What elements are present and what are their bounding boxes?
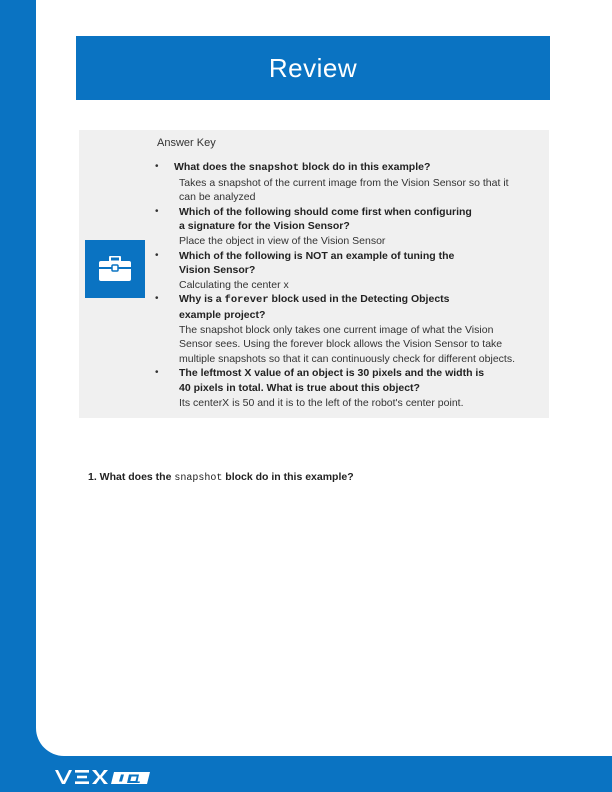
code-forever: forever: [224, 294, 269, 307]
question-part: What does the: [174, 161, 249, 173]
code-snapshot: snapshot: [248, 162, 300, 174]
vex-iq-logo-graphic: [54, 768, 154, 786]
answer-key-list: [150, 160, 540, 410]
question-text: Vision Sensor?: [179, 264, 256, 277]
question-text: a signature for the Vision Sensor?: [179, 220, 350, 233]
bullet-icon: •: [155, 205, 159, 217]
bullet-icon: •: [155, 293, 159, 305]
bullet-icon: •: [155, 367, 159, 379]
answer-text: Calculating the center x: [179, 278, 289, 291]
banner-title: Review: [268, 52, 358, 83]
answer-text: Takes a snapshot of the current image from the Vision Sensor so that it: [179, 176, 509, 189]
question-1-part: 1. What does the: [88, 471, 175, 483]
review-banner: [76, 36, 550, 100]
list-item: [150, 160, 540, 205]
list-item: [150, 366, 540, 410]
question-text: 40 pixels in total. What is true about this object?: [179, 381, 420, 394]
bullet-icon: •: [155, 249, 159, 261]
list-item: [150, 292, 540, 366]
list-item: [150, 249, 540, 293]
question-text: The leftmost X value of an object is 30 pixels and the width is: [179, 367, 485, 380]
question-part: block used in the Detecting Objects: [268, 293, 450, 306]
question-1-code: snapshot: [174, 473, 223, 484]
question-1-part: block do in this example?: [222, 471, 354, 483]
question-part: block do in this example?: [299, 161, 431, 173]
question-part: Why is a: [179, 293, 225, 306]
toolbox-icon: [85, 240, 145, 298]
answer-text: Sensor sees. Using the forever block allows the Vision Sensor to take: [179, 338, 503, 351]
answer-key-heading: Answer Key: [157, 137, 216, 149]
toolbox-icon-graphic: [98, 256, 132, 282]
answer-text: Place the object in view of the Vision Sensor: [179, 234, 386, 247]
question-1: [88, 471, 354, 484]
answer-text: can be analyzed: [179, 191, 256, 204]
answer-text: multiple snapshots so that it can continuously check for different objects.: [179, 352, 515, 365]
list-item: [150, 205, 540, 249]
answer-text: Its centerX is 50 and it is to the left of the robot's center point.: [179, 396, 464, 409]
question-text: [179, 292, 540, 308]
bullet-icon: •: [155, 161, 159, 172]
vex-iq-logo: [54, 768, 154, 786]
question-text: Which of the following should come first when configuring: [179, 205, 472, 218]
question-text: Which of the following is NOT an example of tuning the: [179, 249, 455, 262]
question-text: [174, 160, 540, 176]
question-text: example project?: [179, 308, 266, 321]
answer-text: The snapshot block only takes one current image of what the Vision: [179, 323, 494, 336]
